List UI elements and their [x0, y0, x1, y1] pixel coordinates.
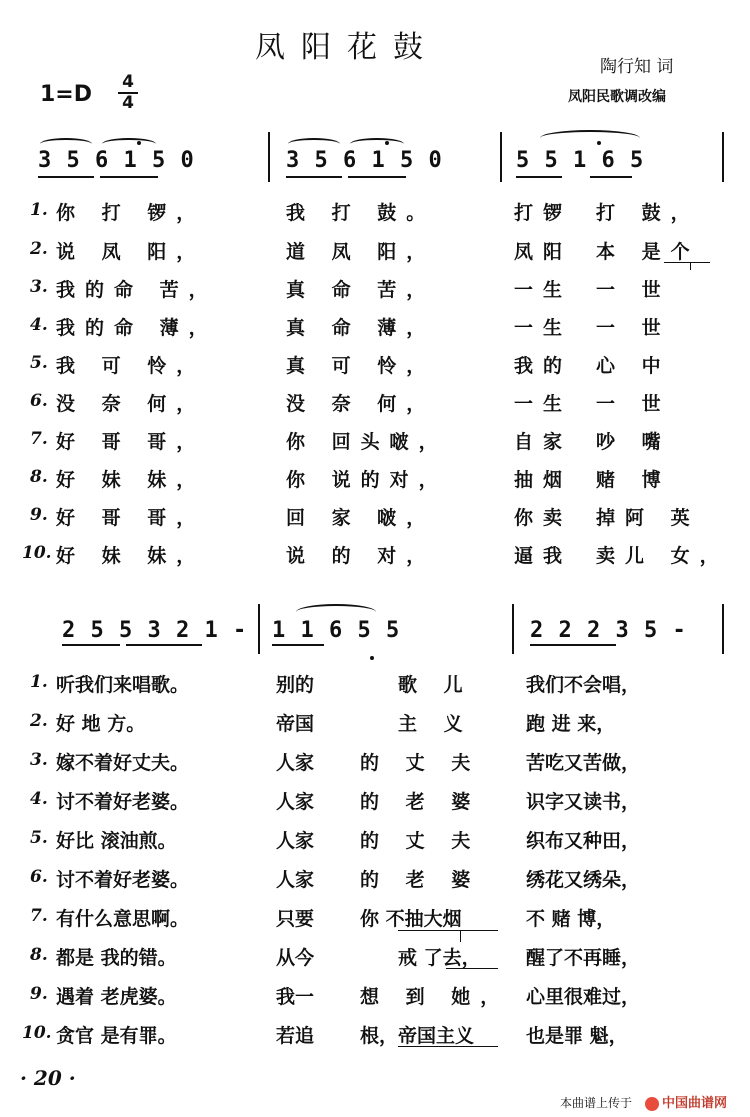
site-logo[interactable]: [645, 1092, 727, 1111]
barline: [500, 132, 502, 182]
song-title: 凤阳花鼓: [255, 30, 439, 65]
time-signature-top: 4: [122, 72, 134, 92]
measure-2-3: 2 2 2 3 5 -: [530, 618, 687, 643]
logo-icon: [645, 1097, 659, 1111]
barline: [512, 604, 514, 654]
logo-text: 中国曲谱网: [662, 1096, 728, 1111]
measure-2-2: 1 1 6 5 5: [272, 618, 401, 643]
time-signature: [118, 74, 138, 112]
barline: [722, 604, 724, 654]
key-signature: 1=D: [40, 82, 93, 107]
barline: [268, 132, 270, 182]
measure-1-2: 3 5 6 1 5 0: [286, 148, 443, 173]
barline: [722, 132, 724, 182]
measure-1-1: 3 5 6 1 5 0: [38, 148, 195, 173]
time-signature-bottom: 4: [122, 93, 134, 113]
upload-note: 本曲谱上传于: [560, 1096, 633, 1110]
barline: [258, 604, 260, 654]
page-number: · 20 ·: [20, 1066, 76, 1090]
lyricist-credit: 陶行知 词: [600, 57, 674, 77]
measure-1-3: 5 5 1 6 5: [516, 148, 645, 173]
measure-2-1: 2 5 5 3 2 1 -: [62, 618, 248, 643]
arranger-credit: 凤阳民歌调改编: [568, 89, 666, 105]
